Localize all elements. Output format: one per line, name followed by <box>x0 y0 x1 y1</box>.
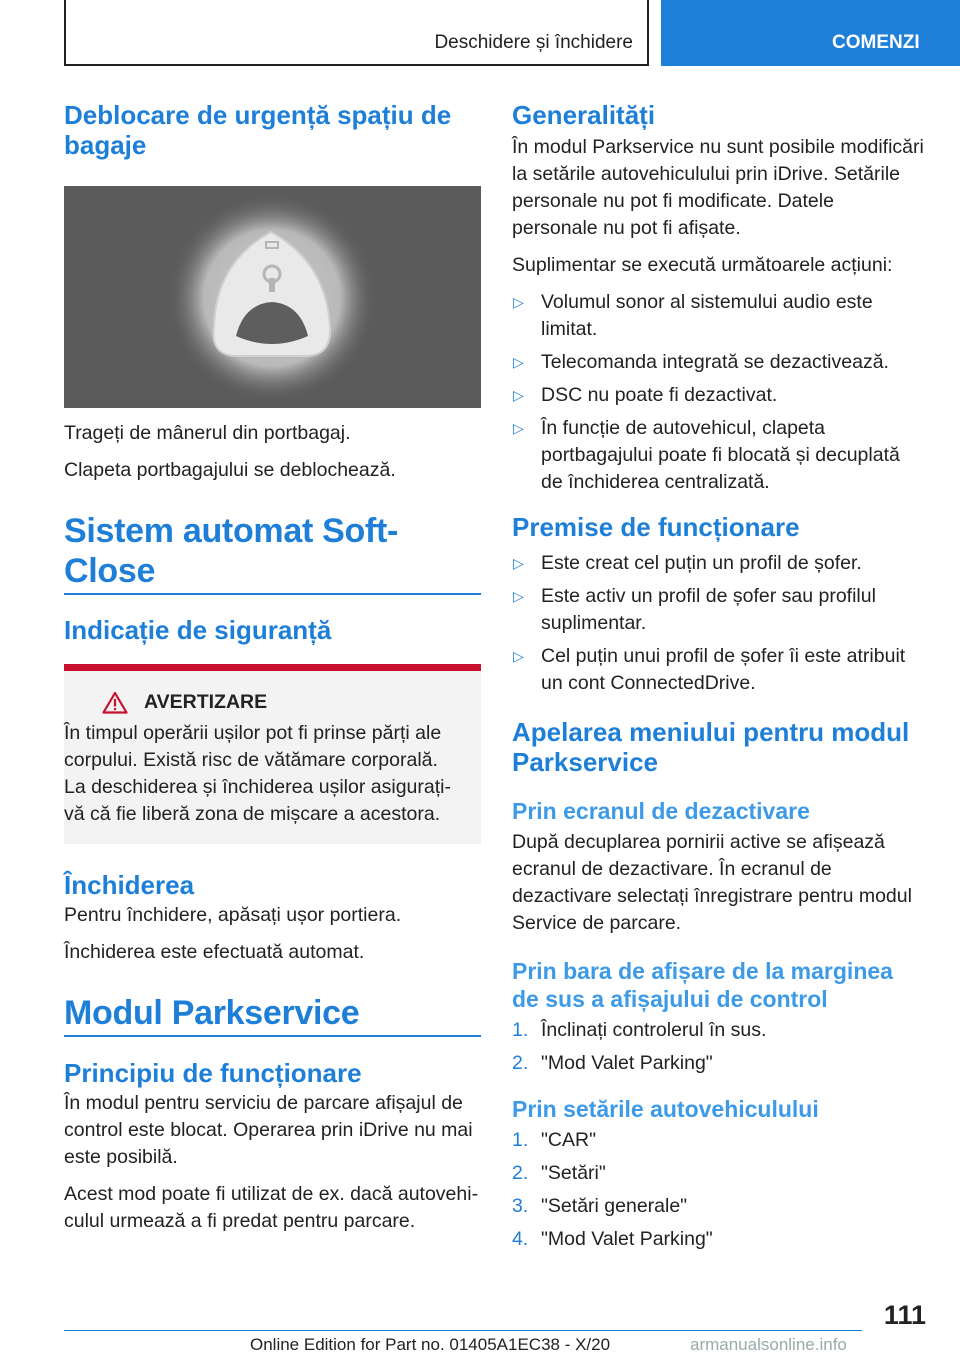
footer-edition: Online Edition for Part no. 01405A1EC38 - X/20 <box>250 1335 611 1354</box>
text-via-off-screen: După decuplarea pornirii active se afișează ecranul de dezactivare. În ecranul de dezactivare selectați înregistrare pentru modul Service de parcare. <box>512 831 912 934</box>
header-chapter-label: COMENZI <box>832 32 920 53</box>
text-principle-2: Acest mod poate fi utilizat de ex. dacă autovehiculul urmează a fi predat pentru parcare. <box>64 1183 479 1232</box>
bullet-triangle-icon: ▷ <box>513 294 524 310</box>
list-prerequisites <box>512 550 924 697</box>
text-lid-unlocks: Clapeta portbagajului se deblochează. <box>64 459 396 481</box>
footer-watermark: armanualsonline.info <box>690 1335 847 1354</box>
text-pull-handle: Trageți de mânerul din portbagaj. <box>64 422 351 444</box>
trunk-handle-icon <box>64 186 481 408</box>
bullet-triangle-icon: ▷ <box>513 555 524 571</box>
text-general-1: În modul Parkservice nu sunt posibile modificări la setările autovehiculului prin iDrive. Setările personale nu pot fi modificate. Datele personale nu pot fi afișate. <box>512 136 924 239</box>
bullet-triangle-icon: ▷ <box>513 588 524 604</box>
list-item: ▷ Cel puțin unui profil de șofer îi este atribuit un cont ConnectedDrive. <box>513 645 906 694</box>
list-item: 4. "Mod Valet Parking" <box>512 1228 713 1250</box>
heading-soft-close: Sistem automat Soft-Close <box>64 511 481 595</box>
warning-triangle-icon <box>102 691 128 714</box>
header-section-title: Deschidere și închidere <box>434 32 633 53</box>
steps-vehicle-settings <box>512 1127 924 1253</box>
bullet-triangle-icon: ▷ <box>513 420 524 436</box>
header-chapter-tab <box>661 0 960 66</box>
heading-via-status-bar: Prin bara de afișare de la marginea de sus a afișajului de control <box>512 958 893 1012</box>
footer-divider <box>64 1330 862 1331</box>
text-closing-2: Închiderea este efectuată automat. <box>64 941 365 963</box>
heading-emergency-release: Deblocare de urgență spațiu de bagaje <box>64 100 452 160</box>
text-general-2: Suplimentar se execută următoarele acțiuni: <box>512 254 893 276</box>
list-item: 3. "Setări generale" <box>512 1195 688 1217</box>
bullet-triangle-icon: ▷ <box>513 387 524 403</box>
bullet-triangle-icon: ▷ <box>513 354 524 370</box>
right-column <box>512 100 924 1259</box>
heading-prerequisites: Premise de funcționare <box>512 512 800 542</box>
page-number: 111 <box>883 1300 926 1330</box>
list-item: 1. Înclinați controlerul în sus. <box>512 1019 767 1041</box>
heading-principle: Principiu de funcționare <box>64 1058 362 1088</box>
list-item: 2. "Mod Valet Parking" <box>512 1052 713 1074</box>
heading-parkservice: Modul Parkservice <box>64 993 481 1037</box>
list-item: ▷ Volumul sonor al sistemului audio este limitat. <box>513 291 873 340</box>
list-item: ▷ Este activ un profil de șofer sau profilul suplimentar. <box>513 585 876 634</box>
heading-via-vehicle-settings: Prin setările autovehiculului <box>512 1096 819 1122</box>
list-item: 1. "CAR" <box>512 1129 597 1151</box>
header-section-box <box>64 0 649 66</box>
warning-title: AVERTIZARE <box>144 691 268 713</box>
warning-text: În timpul operării ușilor pot fi prinse părți ale corpului. Există risc de vătămare corporală. La deschiderea și închiderea ușilor asigurați-vă că fie liberă zona de mișcare a acestora. <box>64 722 451 825</box>
warning-header <box>102 691 465 714</box>
heading-general: Generalități <box>512 100 656 130</box>
left-column <box>64 100 481 1235</box>
list-item: ▷ Este creat cel puțin un profil de șofer. <box>512 550 924 577</box>
steps-status-bar <box>512 1017 924 1077</box>
heading-closing: Închiderea <box>64 870 195 900</box>
text-principle-1: În modul pentru serviciu de parcare afișajul de control este blocat. Operarea prin iDrive nu mai este posibilă. <box>64 1092 473 1168</box>
warning-box <box>64 664 481 844</box>
list-item: ▷ DSC nu poate fi dezactivat. <box>512 382 924 409</box>
bullet-triangle-icon: ▷ <box>513 648 524 664</box>
list-item: ▷ Telecomanda integrată se dezactivează. <box>512 349 924 376</box>
list-item: ▷ În funcție de autovehicul, clapeta portbagajului poate fi blocată și decuplată de închiderea centralizată. <box>513 417 900 493</box>
list-item: 2. "Setări" <box>512 1162 606 1184</box>
heading-call-menu: Apelarea meniului pentru modul Parkservice <box>512 717 910 777</box>
list-general-actions <box>512 289 924 496</box>
text-closing-1: Pentru închidere, apăsați ușor portiera. <box>64 904 402 926</box>
trunk-handle-image <box>64 186 481 408</box>
heading-via-off-screen: Prin ecranul de dezactivare <box>512 798 810 824</box>
heading-safety-note: Indicație de siguranță <box>64 615 332 645</box>
